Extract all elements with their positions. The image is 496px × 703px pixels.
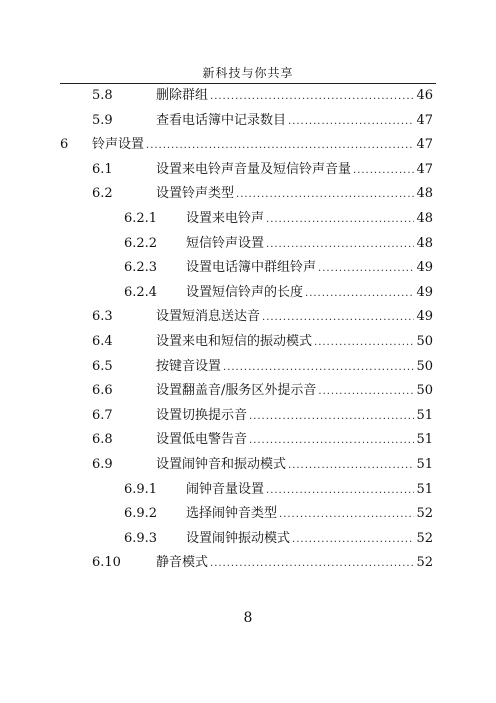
toc-entry-title: 设置电话簿中群组铃声 — [186, 260, 317, 276]
toc-dot-leader — [210, 553, 414, 575]
toc-entry-number: 6.6 — [92, 383, 113, 399]
toc-entry-page: 49 — [416, 284, 433, 300]
toc-entry-number: 6.2.3 — [124, 260, 158, 276]
toc-entry-number: 6.7 — [92, 407, 113, 423]
toc-entry-number: 6.5 — [92, 358, 113, 374]
page-header-title: 新科技与你共享 — [202, 66, 294, 80]
toc-entry-page: 51 — [416, 481, 433, 497]
toc-dot-leader — [353, 160, 414, 182]
toc-entry-title: 设置切换提示音 — [156, 407, 248, 423]
toc-entry-number: 6.1 — [92, 161, 113, 177]
toc-entry[interactable] — [92, 85, 433, 107]
toc-entry-number: 6.9.1 — [124, 481, 158, 497]
toc-entry-number: 6.4 — [92, 334, 113, 349]
toc-entry-title: 设置铃声类型 — [156, 186, 235, 202]
toc-entry-number: 6.2.1 — [124, 211, 158, 226]
toc-entry-page: 51 — [416, 432, 433, 448]
toc-entry[interactable] — [124, 503, 433, 525]
toc-entry[interactable] — [124, 528, 433, 550]
toc-entry[interactable] — [92, 183, 433, 205]
toc-entry-number: 6 — [60, 137, 69, 153]
toc-entry-number: 6.3 — [92, 309, 113, 325]
toc-dot-leader — [266, 480, 414, 502]
toc-entry-page: 52 — [416, 555, 433, 571]
toc-dot-leader — [266, 234, 414, 256]
toc-entry-page: 52 — [416, 530, 433, 546]
toc-entry-title: 查看电话簿中记录数目 — [156, 112, 287, 128]
page-number: 8 — [243, 610, 253, 626]
toc-dot-leader — [223, 357, 414, 379]
toc-entry[interactable] — [92, 405, 433, 427]
toc-entry-title: 按键音设置 — [156, 358, 222, 374]
toc-entry[interactable] — [124, 479, 433, 501]
toc-dot-leader — [210, 86, 414, 108]
toc-entry-number: 6.8 — [92, 432, 113, 448]
toc-dot-leader — [249, 406, 414, 428]
toc-entry-number: 6.2 — [92, 186, 113, 202]
toc-dot-leader — [266, 209, 414, 231]
toc-entry[interactable] — [92, 331, 433, 353]
toc-entry-title: 设置短消息送达音 — [156, 309, 261, 325]
toc-entry-number: 6.9.2 — [124, 506, 158, 522]
toc-entry[interactable] — [92, 454, 433, 476]
toc-entry[interactable] — [92, 429, 433, 451]
toc-entry[interactable] — [124, 257, 433, 279]
toc-entry-page: 48 — [416, 211, 433, 226]
toc-entry-page: 49 — [416, 309, 433, 325]
toc-entry[interactable] — [60, 134, 433, 156]
toc-entry-number: 6.9 — [92, 457, 113, 472]
toc-entry[interactable] — [92, 159, 433, 181]
toc-entry[interactable] — [92, 380, 433, 402]
toc-entry-page: 50 — [416, 383, 433, 399]
toc-entry-title: 铃声设置 — [92, 137, 145, 153]
toc-entry[interactable] — [124, 233, 433, 255]
toc-entry[interactable] — [92, 552, 433, 574]
toc-dot-leader — [288, 111, 414, 133]
toc-entry-title: 设置闹钟振动模式 — [186, 530, 291, 546]
toc-entry[interactable] — [92, 306, 433, 328]
toc-entry-page: 47 — [416, 161, 433, 177]
toc-entry-number: 6.2.4 — [124, 284, 158, 300]
toc-entry-page: 50 — [416, 334, 433, 349]
toc-dot-leader — [279, 504, 414, 526]
toc-entry-page: 48 — [416, 186, 433, 202]
toc-dot-leader — [318, 381, 414, 403]
toc-entry-number: 6.2.2 — [124, 235, 158, 251]
toc-entry-page: 51 — [416, 457, 433, 472]
toc-entry[interactable] — [92, 110, 433, 132]
toc-entry[interactable] — [124, 208, 433, 230]
toc-entry-title: 设置来电和短信的振动模式 — [156, 334, 313, 349]
toc-entry-number: 6.9.3 — [124, 530, 158, 546]
header-rule — [60, 83, 436, 84]
toc-entry[interactable] — [124, 282, 433, 304]
toc-entry-number: 5.9 — [92, 112, 113, 128]
toc-entry-page: 49 — [416, 260, 433, 276]
toc-entry-page: 50 — [416, 358, 433, 374]
toc-dot-leader — [314, 332, 414, 354]
toc-entry-number: 6.10 — [92, 555, 121, 571]
toc-dot-leader — [249, 430, 414, 452]
toc-entry-page: 51 — [416, 407, 433, 423]
toc-dot-leader — [318, 258, 414, 280]
toc-entry-title: 设置来电铃声 — [186, 211, 265, 226]
toc-entry-title: 设置短信铃声的长度 — [186, 284, 304, 300]
toc-dot-leader — [292, 529, 414, 551]
toc-entry-number: 5.8 — [92, 88, 113, 103]
toc-entry-title: 设置闹钟音和振动模式 — [156, 457, 287, 472]
toc-dot-leader — [305, 283, 414, 305]
toc-entry-page: 48 — [416, 235, 433, 251]
toc-entry[interactable] — [92, 356, 433, 378]
toc-dot-leader — [288, 455, 414, 477]
toc-dot-leader — [262, 307, 414, 329]
toc-dot-leader — [146, 135, 414, 157]
toc-entry-title: 短信铃声设置 — [186, 235, 265, 251]
toc-entry-title: 选择闹钟音类型 — [186, 506, 278, 522]
toc-entry-page: 47 — [416, 137, 433, 153]
toc-entry-page: 47 — [416, 112, 433, 128]
toc-entry-page: 52 — [416, 506, 433, 522]
toc-entry-title: 静音模式 — [156, 555, 209, 571]
toc-dot-leader — [236, 184, 414, 206]
toc-entry-title: 设置来电铃声音量及短信铃声音量 — [156, 161, 352, 177]
toc-entry-page: 46 — [416, 88, 433, 103]
toc-entry-title: 删除群组 — [156, 88, 209, 103]
toc-entry-title: 闹钟音量设置 — [186, 481, 265, 497]
toc-entry-title: 设置低电警告音 — [156, 432, 248, 448]
toc-entry-title: 设置翻盖音/服务区外提示音 — [156, 383, 317, 399]
